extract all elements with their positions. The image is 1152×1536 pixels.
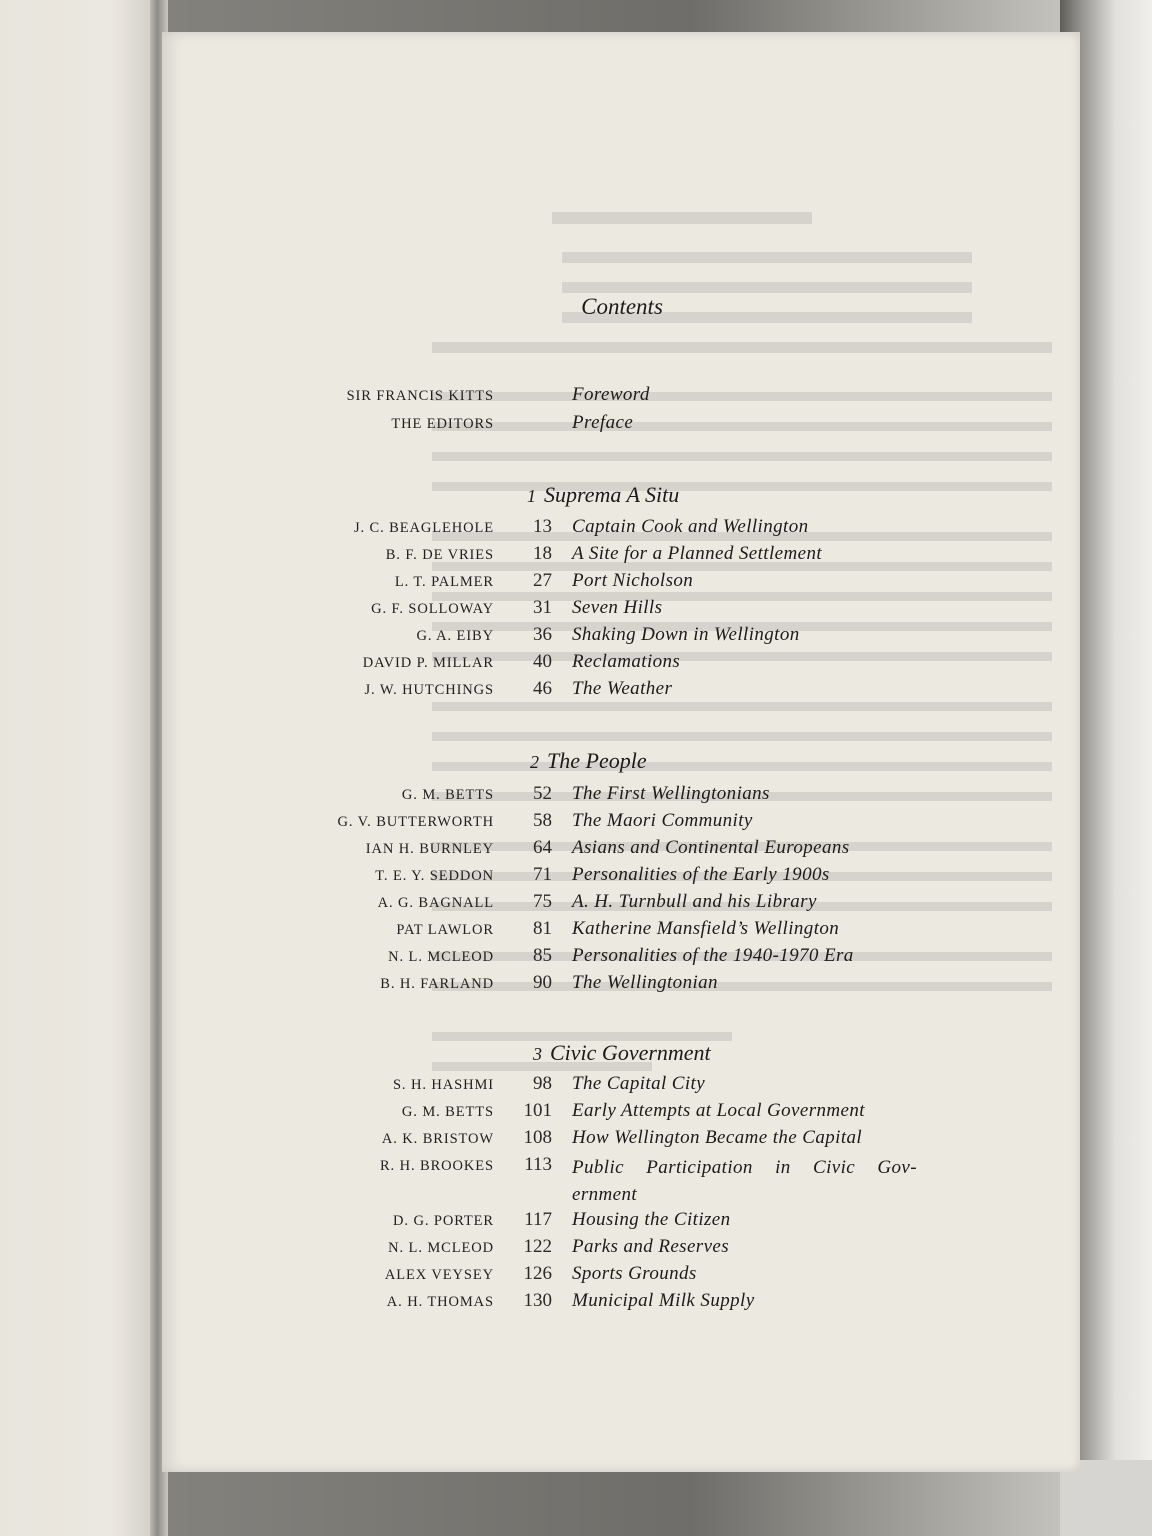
- entry-author: G. F. SOLLOWAY: [371, 601, 494, 617]
- entry-title: Personalities of the 1940-1970 Era: [572, 945, 854, 966]
- section-heading: [527, 482, 679, 512]
- list-item: [162, 1100, 1080, 1126]
- entry-title: A. H. Turnbull and his Library: [572, 891, 817, 912]
- entry-author: ALEX VEYSEY: [384, 1267, 494, 1283]
- entry-author: G. A. EIBY: [416, 628, 494, 644]
- foreword-entry: [162, 384, 1080, 410]
- list-item: [162, 1154, 1080, 1208]
- entry-page: 27: [533, 570, 552, 591]
- list-item: [162, 597, 1080, 623]
- entry-author: IAN H. BURNLEY: [365, 841, 494, 857]
- entry-page: 75: [533, 891, 552, 912]
- list-item: [162, 543, 1080, 569]
- entry-page: 46: [533, 678, 552, 699]
- entry-author: DAVID P. MILLAR: [362, 655, 494, 671]
- preface-entry: [162, 412, 1080, 438]
- entry-author: G. M. BETTS: [401, 1104, 494, 1120]
- entry-page: 108: [523, 1127, 552, 1148]
- entry-title: A Site for a Planned Settlement: [572, 543, 823, 564]
- entry-title: Public Participation in Civic Gov- ernment: [572, 1157, 917, 1205]
- entry-page: 58: [533, 810, 552, 831]
- entry-author: R. H. BROOKES: [379, 1158, 494, 1174]
- entry-title: The First Wellingtonians: [572, 783, 770, 804]
- entry-title: The Wellingtonian: [572, 972, 718, 993]
- entry-author: N. L. MCLEOD: [388, 949, 494, 965]
- entry-page: 98: [533, 1073, 552, 1094]
- section-number: 3: [533, 1044, 542, 1064]
- entry-page: 85: [533, 945, 552, 966]
- list-item: [162, 972, 1080, 998]
- entry-author: T. E. Y. SEDDON: [375, 868, 494, 884]
- list-item: [162, 678, 1080, 704]
- entry-author: G. M. BETTS: [401, 787, 494, 803]
- entry-title: Seven Hills: [572, 597, 663, 618]
- entry-page: 90: [533, 972, 552, 993]
- entry-page: 31: [533, 597, 552, 618]
- entry-title: Parks and Reserves: [572, 1236, 730, 1257]
- entry-author: G. V. BUTTERWORTH: [337, 814, 494, 830]
- section-heading: [530, 748, 647, 778]
- entry-page: 36: [533, 624, 552, 645]
- entry-page: 40: [533, 651, 552, 672]
- list-item: [162, 1236, 1080, 1262]
- list-item: [162, 864, 1080, 890]
- entry-title: The Maori Community: [572, 810, 753, 831]
- entry-page: 122: [523, 1236, 552, 1257]
- entry-author: THE EDITORS: [391, 416, 494, 432]
- list-item: [162, 1290, 1080, 1316]
- entry-page: 13: [533, 516, 552, 537]
- list-item: [162, 1209, 1080, 1235]
- section-name: The People: [547, 748, 647, 773]
- entry-page: 64: [533, 837, 552, 858]
- entry-page: 113: [524, 1154, 552, 1175]
- entry-title: Housing the Citizen: [572, 1209, 731, 1230]
- list-item: [162, 624, 1080, 650]
- entry-author: PAT LAWLOR: [396, 922, 494, 938]
- entry-title: The Capital City: [572, 1073, 706, 1094]
- section-number: 1: [527, 486, 536, 506]
- entry-title: Foreword: [572, 384, 650, 405]
- entry-title: Early Attempts at Local Government: [572, 1100, 865, 1121]
- entry-title: Katherine Mansfield’s Wellington: [572, 918, 840, 939]
- entry-title: The Weather: [572, 678, 673, 699]
- list-item: [162, 918, 1080, 944]
- entry-page: 52: [533, 783, 552, 804]
- section-number: 2: [530, 752, 539, 772]
- entry-author: D. G. PORTER: [393, 1213, 494, 1229]
- entry-page: 126: [523, 1263, 552, 1284]
- entry-page: 101: [523, 1100, 552, 1121]
- list-item: [162, 570, 1080, 596]
- list-item: [162, 783, 1080, 809]
- entry-author: S. H. HASHMI: [392, 1077, 494, 1093]
- entry-author: B. F. DE VRIES: [385, 547, 494, 563]
- entry-title: How Wellington Became the Capital: [572, 1127, 863, 1148]
- entry-title: Preface: [572, 412, 634, 433]
- list-item: [162, 1073, 1080, 1099]
- list-item: [162, 651, 1080, 677]
- list-item: [162, 810, 1080, 836]
- entry-title: Sports Grounds: [572, 1263, 697, 1284]
- entry-author: J. W. HUTCHINGS: [364, 682, 494, 698]
- entry-author: N. L. MCLEOD: [388, 1240, 494, 1256]
- entry-title: Personalities of the Early 1900s: [572, 864, 830, 885]
- list-item: [162, 1127, 1080, 1153]
- section-name: Civic Government: [550, 1040, 711, 1065]
- entry-author: A. G. BAGNALL: [377, 895, 494, 911]
- entry-title: Port Nicholson: [572, 570, 694, 591]
- entry-page: 81: [533, 918, 552, 939]
- list-item: [162, 891, 1080, 917]
- entry-author: A. K. BRISTOW: [381, 1131, 494, 1147]
- list-item: [162, 1263, 1080, 1289]
- entry-author: B. H. FARLAND: [380, 976, 494, 992]
- entry-page: 18: [533, 543, 552, 564]
- section-heading: [533, 1040, 711, 1070]
- left-page: [0, 0, 160, 1536]
- entry-page: 130: [523, 1290, 552, 1311]
- entry-title: Shaking Down in Wellington: [572, 624, 800, 645]
- entry-author: J. C. BEAGLEHOLE: [353, 520, 494, 536]
- entry-author: A. H. THOMAS: [386, 1294, 494, 1310]
- list-item: [162, 516, 1080, 542]
- entry-title: Asians and Continental Europeans: [572, 837, 850, 858]
- entry-page: 117: [524, 1209, 552, 1230]
- entry-page: 71: [533, 864, 552, 885]
- contents-page: [162, 32, 1080, 1472]
- entry-title: Reclamations: [572, 651, 681, 672]
- entry-author: L. T. PALMER: [394, 574, 494, 590]
- list-item: [162, 945, 1080, 971]
- entry-title: Municipal Milk Supply: [572, 1290, 755, 1311]
- contents-heading: Contents: [581, 294, 663, 319]
- list-item: [162, 837, 1080, 863]
- entry-title: Captain Cook and Wellington: [572, 516, 809, 537]
- section-name: Suprema A Situ: [544, 482, 680, 507]
- entry-author: SIR FRANCIS KITTS: [346, 388, 494, 404]
